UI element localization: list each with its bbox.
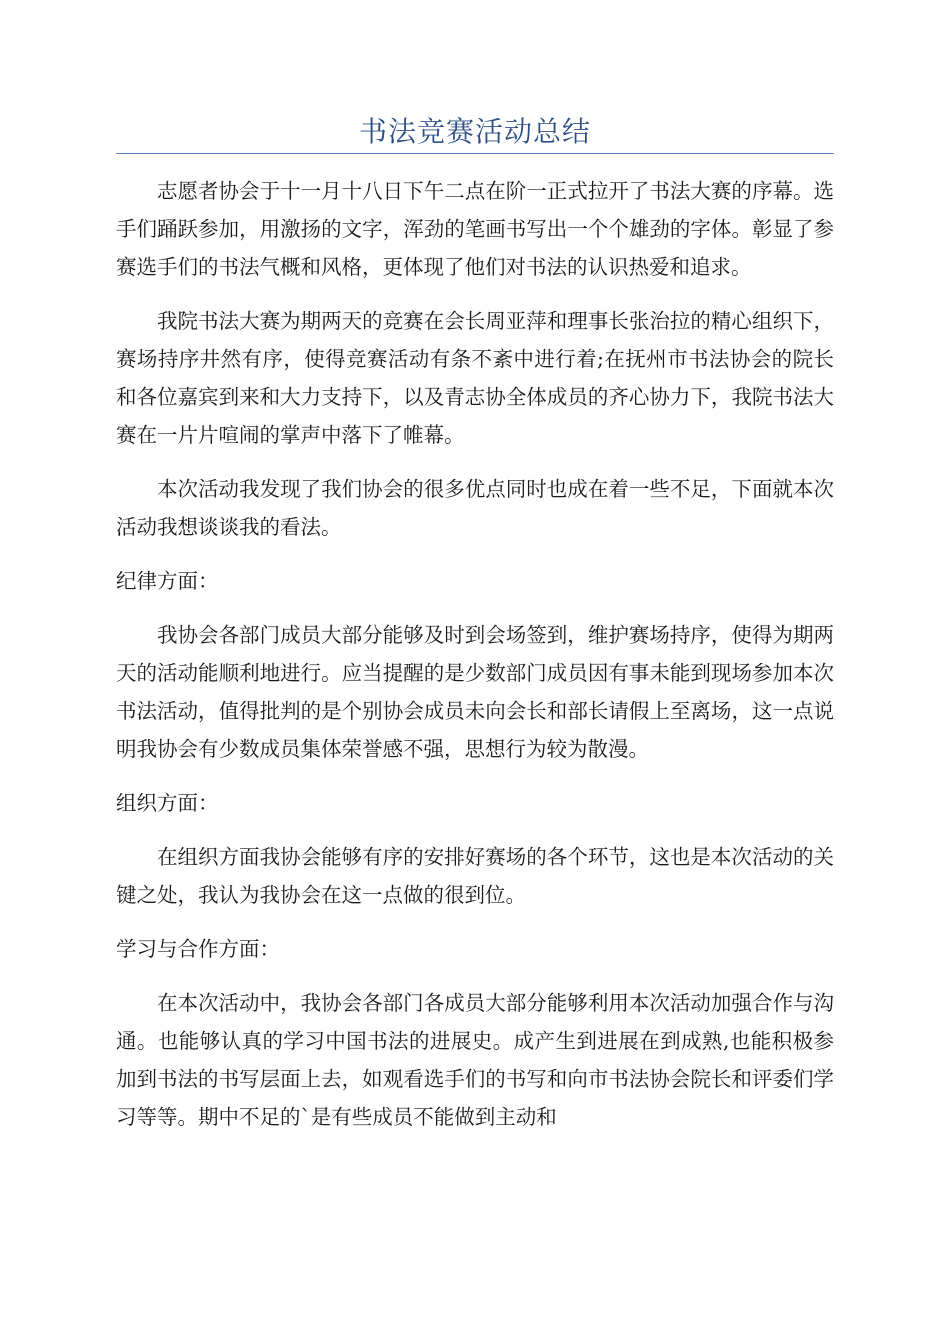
section-heading-organization: 组织方面：	[116, 791, 219, 815]
paragraph-overview: 本次活动我发现了我们协会的很多优点同时也成在着一些不足，下面就本次活动我想谈谈我的看法。	[116, 477, 834, 539]
section-heading-learning: 学习与合作方面：	[116, 937, 280, 961]
paragraph-competition: 我院书法大赛为期两天的竞赛在会长周亚萍和理事长张治拉的精心组织下，赛场持序井然有序，使得竞赛活动有条不紊中进行着;在抚州市书法协会的院长和各位嘉宾到来和大力支持下，以及青志协全体成员的齐心协力下，我院书法大赛在一片片喧闹的掌声中落下了帷幕。	[116, 309, 834, 447]
title-underline	[116, 153, 834, 154]
page-title: 书法竞赛活动总结	[358, 115, 591, 148]
paragraph-discipline: 我协会各部门成员大部分能够及时到会场签到，维护赛场持序，使得为期两天的活动能顺利地进行。应当提醒的是少数部门成员因有事未能到现场参加本次书法活动，值得批判的是个别协会成员未向会长和部长请假上至离场，这一点说明我协会有少数成员集体荣誉感不强，思想行为较为散漫。	[116, 623, 834, 761]
paragraph-learning: 在本次活动中，我协会各部门各成员大部分能够利用本次活动加强合作与沟通。也能够认真的学习中国书法的进展史。成产生到进展在到成熟,也能积极参加到书法的书写层面上去，如观看选手们的书写和向市书法协会院长和评委们学习等等。期中不足的`是有些成员不能做到主动和	[116, 991, 834, 1129]
paragraph-organization: 在组织方面我协会能够有序的安排好赛场的各个环节，这也是本次活动的关键之处，我认为我协会在这一点做的很到位。	[116, 845, 834, 907]
section-heading-discipline: 纪律方面：	[116, 569, 219, 593]
document-body	[116, 172, 834, 1152]
paragraph-opening: 志愿者协会于十一月十八日下午二点在阶一正式拉开了书法大赛的序幕。选手们踊跃参加，用激扬的文字，浑劲的笔画书写出一个个雄劲的字体。彰显了参赛选手们的书法气概和风格，更体现了他们对书法的认识热爱和追求。	[116, 179, 834, 279]
